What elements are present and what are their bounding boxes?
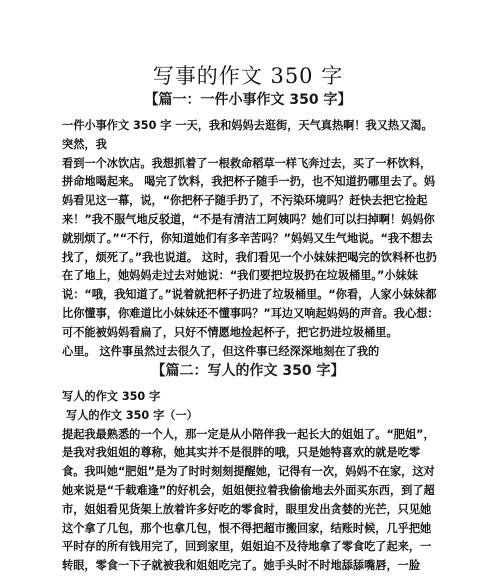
paragraph: 看到一个冰饮店。我想抓着了一根救命稻草一样飞奔过去，买了一杯饮料，拼命地喝起来。 喝完了饮料，我把杯子随手一扔，也不知道扔哪里去了。妈妈看见这一幕，说，“你把杯子随手扔了，不污染环境吗？赶快去把它捡起来！”我不服气地反驳道，“不是有清洁工阿姨吗？她们可以扫掉啊！妈妈你就别烦了。”“不行，你知道她们有多辛苦吗？”妈妈又生气地说。“我不想去找了，烦死了。”我也说道。 这时，我们看见一个小妹妹把喝完的饮料杯也扔在了地上，她妈妈走过去对她说：“我们要把垃圾扔在垃圾桶里。”小妹妹说：“哦，我知道了。”说着就把杯子扔进了垃圾桶里。“你看，人家小妹妹都比你懂事，你难道比小妹妹还不懂事吗？”耳边又响起妈妈的声音。我心想：可不能被妈妈看扁了，只好不情愿地捡起杯子，把它扔进垃圾桶里。 [62, 156, 439, 339]
section-heading-1: 【篇一：一件小事作文 350 字】 [144, 92, 352, 108]
paragraph: 心里。 这件事虽然过去很久了，但这件事已经深深地刻在了我的 [62, 344, 380, 358]
section-heading-2: 【篇二：写人的作文 350 字】 [151, 363, 345, 379]
section-2-body [60, 388, 440, 576]
paragraph: 提起我最熟悉的一个人，那一定是从小陪伴我一起长大的姐姐了。“肥姐”，是我对我姐姐的尊称，她其实并不是很胖的哦，只是她特喜欢的就是吃零食。我叫她“肥姐”是为了时时刻刻提醒她，记得有一次，妈妈不在家，这对她来说是“千载难逢”的好机会，姐姐便拉着我偷偷地去外面买东西，到了超市，姐姐看见货架上放着许多好吃的零食时，眼里发出贪婪的光芒，只见她这个拿了几包，那个也拿几包，恨不得把超市搬回家，结账时候，几乎把她平时存的所有钱用完了，回到家里，姐姐迫不及待地拿了零食吃了起来，一转眼，零食一下子就被我和姐姐吃完了。她手头时不时地舔舔嘴唇，一脸 [62, 427, 435, 573]
paragraph: 写人的作文 350 字 [62, 390, 161, 403]
document-title: 写事的作文 350 字 [152, 64, 344, 88]
paragraph: 一件小事作文 350 字 一天，我和妈妈去逛街，天气真热啊！我又热又渴。突然，我 [62, 119, 433, 151]
paragraph: 写人的作文 350 字（一） [66, 408, 198, 422]
section-1-body [60, 117, 440, 361]
